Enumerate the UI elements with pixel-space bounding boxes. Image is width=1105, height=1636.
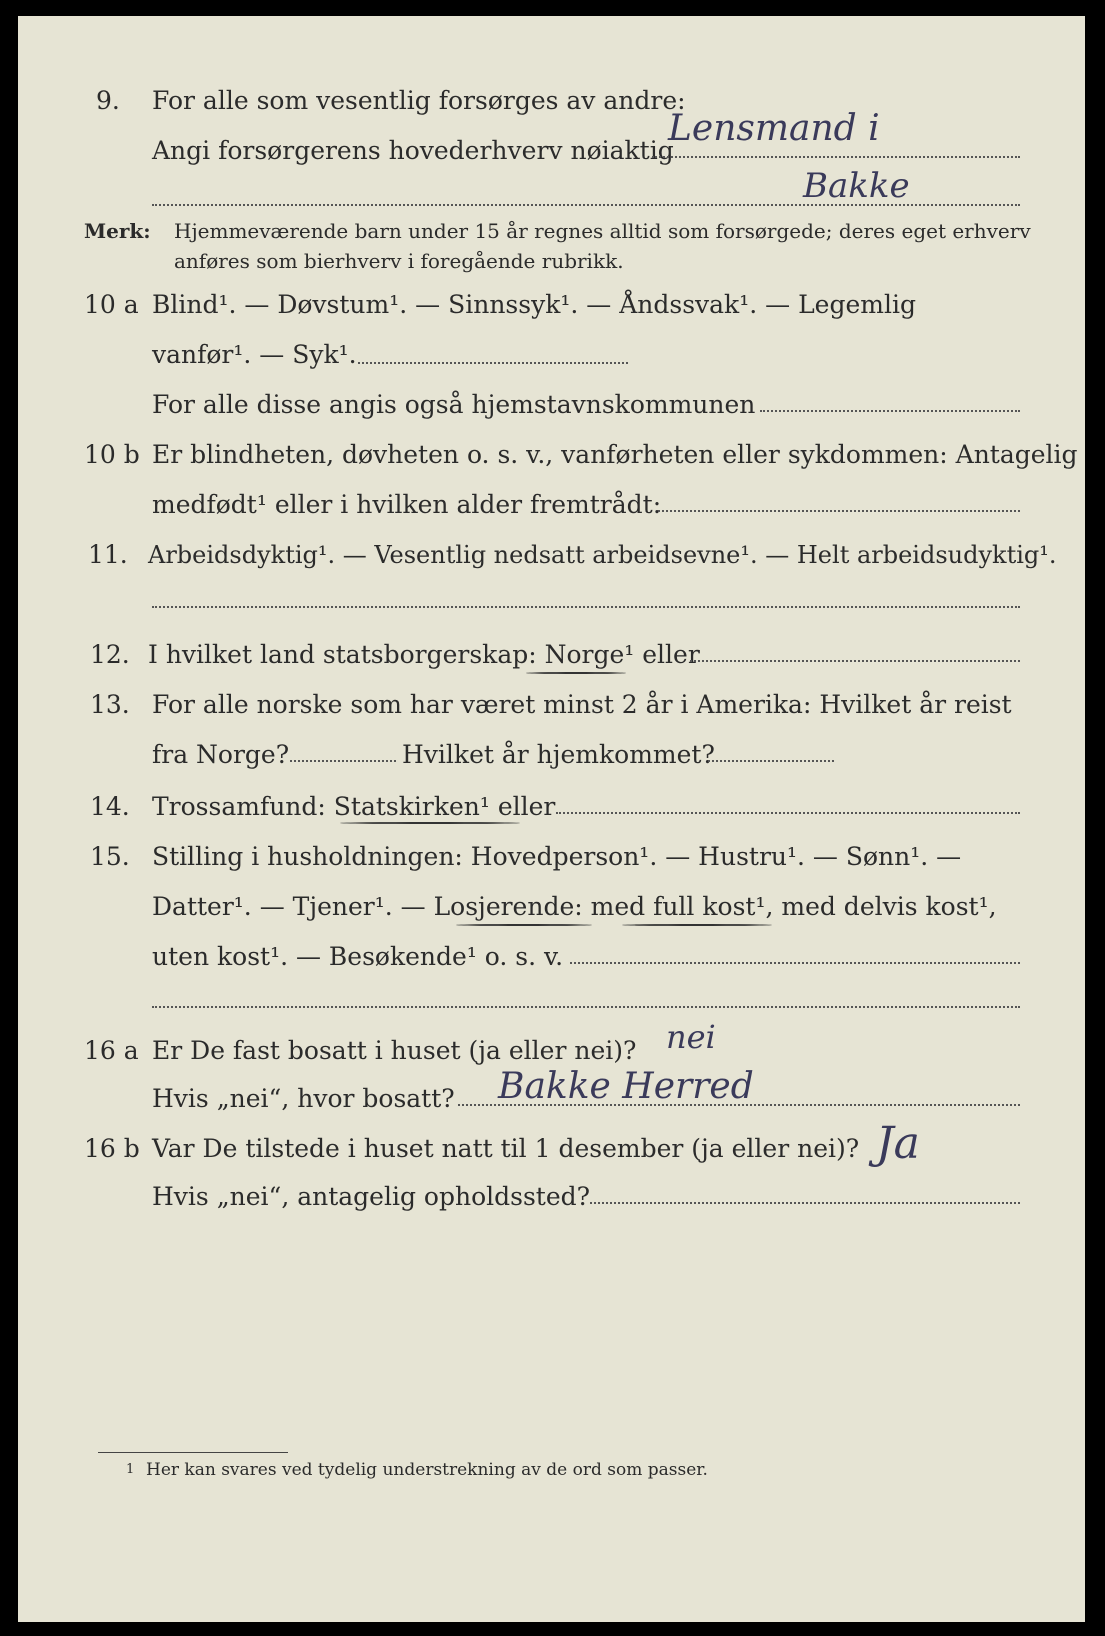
census-form-page [18,16,1085,1622]
q16a-number: 16 a [84,1036,139,1065]
q15-line3: uten kost¹. — Besøkende¹ o. s. v. [152,942,564,971]
q15-fullkost-underline [622,924,772,926]
q16b-line2: Hvis „nei“, antagelig opholdssted? [152,1182,591,1211]
q16a-line1: Er De fast bosatt i huset (ja eller nei)? [152,1036,637,1065]
q15-number: 15. [90,842,130,871]
merk-label: Merk: [84,219,151,243]
q15-answer-line-2 [152,1006,1020,1008]
footnote-rule [98,1452,288,1453]
merk-line2: anføres som bierhverv i foregående rubrikk. [174,249,624,273]
q10b-answer-line [658,510,1020,512]
q10a-hjemstavn-line [760,410,1020,412]
q15-answer-line [570,962,1020,964]
q13-line2b: Hvilket år hjemkommet? [402,740,715,769]
q10a-answer-line [358,362,628,364]
q16b-number: 16 b [84,1134,140,1163]
q13-reist-line [290,760,396,762]
q10a-line2: vanfør¹. — Syk¹. [152,340,357,369]
q16b-handwritten-answer: Ja [876,1118,920,1169]
footnote-mark: 1 [126,1462,135,1477]
q15-line1: Stilling i husholdningen: Hovedperson¹. — Hustru¹. — Sønn¹. — [152,842,962,871]
q13-line2a: fra Norge? [152,740,290,769]
q11-number: 11. [88,540,128,569]
q10a-line3: For alle disse angis også hjemstavnskommunen [152,390,756,419]
q14-number: 14. [90,792,130,821]
q9-answer-line [652,156,1020,158]
q12-line1: I hvilket land statsborgerskap: Norge¹ eller [148,640,700,669]
q11-line1: Arbeidsdyktig¹. — Vesentlig nedsatt arbeidsevne¹. — Helt arbeidsudyktig¹. [148,541,1057,569]
q10b-line2: medfødt¹ eller i hvilken alder fremtrådt: [152,490,662,519]
q15-losjerende-underline [456,924,592,926]
q9-handwritten-answer: Lensmand i [668,108,880,149]
q10a-line1: Blind¹. — Døvstum¹. — Sinnssyk¹. — Åndssvak¹. — Legemlig [152,290,916,319]
footnote-text: Her kan svares ved tydelig understrekning av de ord som passer. [146,1460,708,1480]
q12-answer-line [690,660,1020,662]
q13-hjemkommet-line [708,760,834,762]
q16b-answer-line [590,1202,1020,1204]
q16a-handwritten-residence: Bakke Herred [498,1066,754,1107]
q9-line2: Angi forsørgerens hovederhverv nøiaktig [152,136,674,165]
q9-handwritten-answer-2: Bakke [803,166,910,206]
q15-line2: Datter¹. — Tjener¹. — Losjerende: med full kost¹, med delvis kost¹, [152,892,997,921]
q14-line1: Trossamfund: Statskirken¹ eller [152,792,556,821]
q11-answer-line [152,606,1020,608]
q10b-line1: Er blindheten, døvheten o. s. v., vanførheten eller sykdommen: Antagelig [152,440,1078,469]
q12-number: 12. [90,640,130,669]
q10b-number: 10 b [84,440,140,469]
q13-line1: For alle norske som har været minst 2 år i Amerika: Hvilket år reist [152,690,1012,719]
q12-norge-underline [526,672,626,674]
q10a-number: 10 a [84,290,139,319]
q9-line1: For alle som vesentlig forsørges av andre: [152,86,686,115]
q16a-line2: Hvis „nei“, hvor bosatt? [152,1084,455,1113]
q14-statskirken-underline [340,822,520,824]
q13-number: 13. [90,690,130,719]
merk-line1: Hjemmeværende barn under 15 år regnes alltid som forsørgede; deres eget erhverv [174,219,1031,243]
q16a-handwritten-answer: nei [666,1018,716,1056]
q9-number: 9. [96,86,120,115]
q16b-line1: Var De tilstede i huset natt til 1 desember (ja eller nei)? [152,1134,860,1163]
q14-answer-line [556,812,1020,814]
